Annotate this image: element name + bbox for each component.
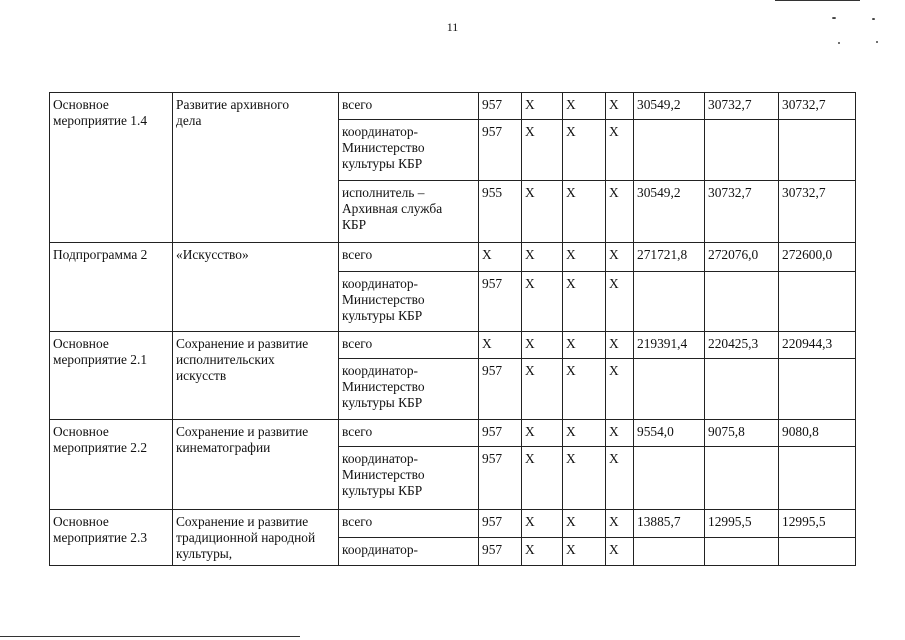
budget-table bbox=[49, 92, 856, 566]
page-number: 11 bbox=[446, 20, 459, 34]
code-cell: X bbox=[563, 243, 606, 272]
amount-cell bbox=[705, 538, 779, 566]
code-cell: X bbox=[606, 538, 634, 566]
scan-footer-line bbox=[0, 636, 300, 637]
amount-cell bbox=[634, 538, 705, 566]
code-cell: X bbox=[522, 243, 563, 272]
amount-cell bbox=[779, 447, 856, 510]
code-cell: X bbox=[563, 359, 606, 420]
title-cell: Сохранение и развитие кинематографии bbox=[173, 420, 339, 510]
code-cell: X bbox=[522, 272, 563, 332]
table-row bbox=[50, 332, 856, 359]
amount-cell bbox=[705, 272, 779, 332]
participant-cell: координатор- Министерство культуры КБР bbox=[339, 120, 479, 181]
amount-cell: 271721,8 bbox=[634, 243, 705, 272]
program-cell: Основное мероприятие 2.1 bbox=[50, 332, 173, 420]
code-cell: 957 bbox=[479, 272, 522, 332]
amount-cell bbox=[779, 272, 856, 332]
code-cell: X bbox=[522, 510, 563, 538]
amount-cell: 30732,7 bbox=[705, 181, 779, 243]
amount-cell bbox=[705, 359, 779, 420]
scan-edge-line bbox=[775, 0, 860, 1]
code-cell: X bbox=[606, 120, 634, 181]
code-cell: X bbox=[606, 420, 634, 447]
code-cell: X bbox=[563, 510, 606, 538]
code-cell: X bbox=[563, 93, 606, 120]
participant-cell: координатор- Министерство культуры КБР bbox=[339, 447, 479, 510]
participant-cell: всего bbox=[339, 332, 479, 359]
code-cell: X bbox=[479, 332, 522, 359]
code-cell: X bbox=[606, 332, 634, 359]
amount-cell bbox=[705, 447, 779, 510]
program-cell: Основное мероприятие 1.4 bbox=[50, 93, 173, 243]
participant-cell: всего bbox=[339, 243, 479, 272]
table-row bbox=[50, 420, 856, 447]
amount-cell bbox=[705, 120, 779, 181]
participant-cell: координатор- Министерство культуры КБР bbox=[339, 359, 479, 420]
amount-cell bbox=[634, 359, 705, 420]
code-cell: X bbox=[522, 420, 563, 447]
amount-cell: 9075,8 bbox=[705, 420, 779, 447]
amount-cell bbox=[634, 447, 705, 510]
scan-speck bbox=[832, 17, 836, 19]
code-cell: 955 bbox=[479, 181, 522, 243]
title-cell: Сохранение и развитие исполнительских искусств bbox=[173, 332, 339, 420]
amount-cell: 30549,2 bbox=[634, 181, 705, 243]
code-cell: X bbox=[522, 120, 563, 181]
code-cell: X bbox=[563, 272, 606, 332]
code-cell: X bbox=[522, 359, 563, 420]
title-cell: Развитие архивного дела bbox=[173, 93, 339, 243]
code-cell: X bbox=[606, 93, 634, 120]
amount-cell: 9554,0 bbox=[634, 420, 705, 447]
participant-cell: всего bbox=[339, 510, 479, 538]
code-cell: 957 bbox=[479, 120, 522, 181]
scan-speck bbox=[872, 18, 875, 20]
amount-cell: 12995,5 bbox=[705, 510, 779, 538]
code-cell: X bbox=[479, 243, 522, 272]
amount-cell bbox=[779, 120, 856, 181]
program-cell: Основное мероприятие 2.2 bbox=[50, 420, 173, 510]
table-row bbox=[50, 243, 856, 272]
program-cell: Основное мероприятие 2.3 bbox=[50, 510, 173, 566]
amount-cell: 30549,2 bbox=[634, 93, 705, 120]
amount-cell: 272600,0 bbox=[779, 243, 856, 272]
program-cell: Подпрограмма 2 bbox=[50, 243, 173, 332]
code-cell: X bbox=[606, 181, 634, 243]
amount-cell: 220425,3 bbox=[705, 332, 779, 359]
code-cell: 957 bbox=[479, 538, 522, 566]
participant-cell: координатор- bbox=[339, 538, 479, 566]
participant-cell: координатор- Министерство культуры КБР bbox=[339, 272, 479, 332]
code-cell: X bbox=[563, 332, 606, 359]
amount-cell: 272076,0 bbox=[705, 243, 779, 272]
code-cell: 957 bbox=[479, 510, 522, 538]
participant-cell: исполнитель – Архивная служба КБР bbox=[339, 181, 479, 243]
code-cell: X bbox=[522, 332, 563, 359]
participant-cell: всего bbox=[339, 93, 479, 120]
code-cell: X bbox=[606, 447, 634, 510]
code-cell: X bbox=[606, 510, 634, 538]
code-cell: X bbox=[563, 120, 606, 181]
amount-cell: 219391,4 bbox=[634, 332, 705, 359]
scan-speck bbox=[876, 41, 878, 43]
amount-cell: 30732,7 bbox=[705, 93, 779, 120]
code-cell: X bbox=[563, 181, 606, 243]
code-cell: X bbox=[606, 359, 634, 420]
code-cell: X bbox=[563, 420, 606, 447]
code-cell: X bbox=[606, 272, 634, 332]
title-cell: «Искусство» bbox=[173, 243, 339, 332]
code-cell: X bbox=[522, 447, 563, 510]
title-cell: Сохранение и развитие традиционной народной культуры, bbox=[173, 510, 339, 566]
amount-cell: 30732,7 bbox=[779, 93, 856, 120]
code-cell: X bbox=[563, 447, 606, 510]
code-cell: 957 bbox=[479, 447, 522, 510]
amount-cell bbox=[634, 272, 705, 332]
amount-cell: 220944,3 bbox=[779, 332, 856, 359]
participant-cell: всего bbox=[339, 420, 479, 447]
code-cell: 957 bbox=[479, 359, 522, 420]
amount-cell bbox=[779, 359, 856, 420]
amount-cell bbox=[779, 538, 856, 566]
amount-cell: 12995,5 bbox=[779, 510, 856, 538]
amount-cell: 13885,7 bbox=[634, 510, 705, 538]
scan-speck bbox=[838, 42, 840, 44]
amount-cell: 30732,7 bbox=[779, 181, 856, 243]
code-cell: X bbox=[522, 181, 563, 243]
table-row bbox=[50, 510, 856, 538]
code-cell: X bbox=[522, 538, 563, 566]
table-row bbox=[50, 93, 856, 120]
code-cell: X bbox=[522, 93, 563, 120]
code-cell: X bbox=[563, 538, 606, 566]
code-cell: 957 bbox=[479, 420, 522, 447]
amount-cell: 9080,8 bbox=[779, 420, 856, 447]
amount-cell bbox=[634, 120, 705, 181]
code-cell: 957 bbox=[479, 93, 522, 120]
code-cell: X bbox=[606, 243, 634, 272]
